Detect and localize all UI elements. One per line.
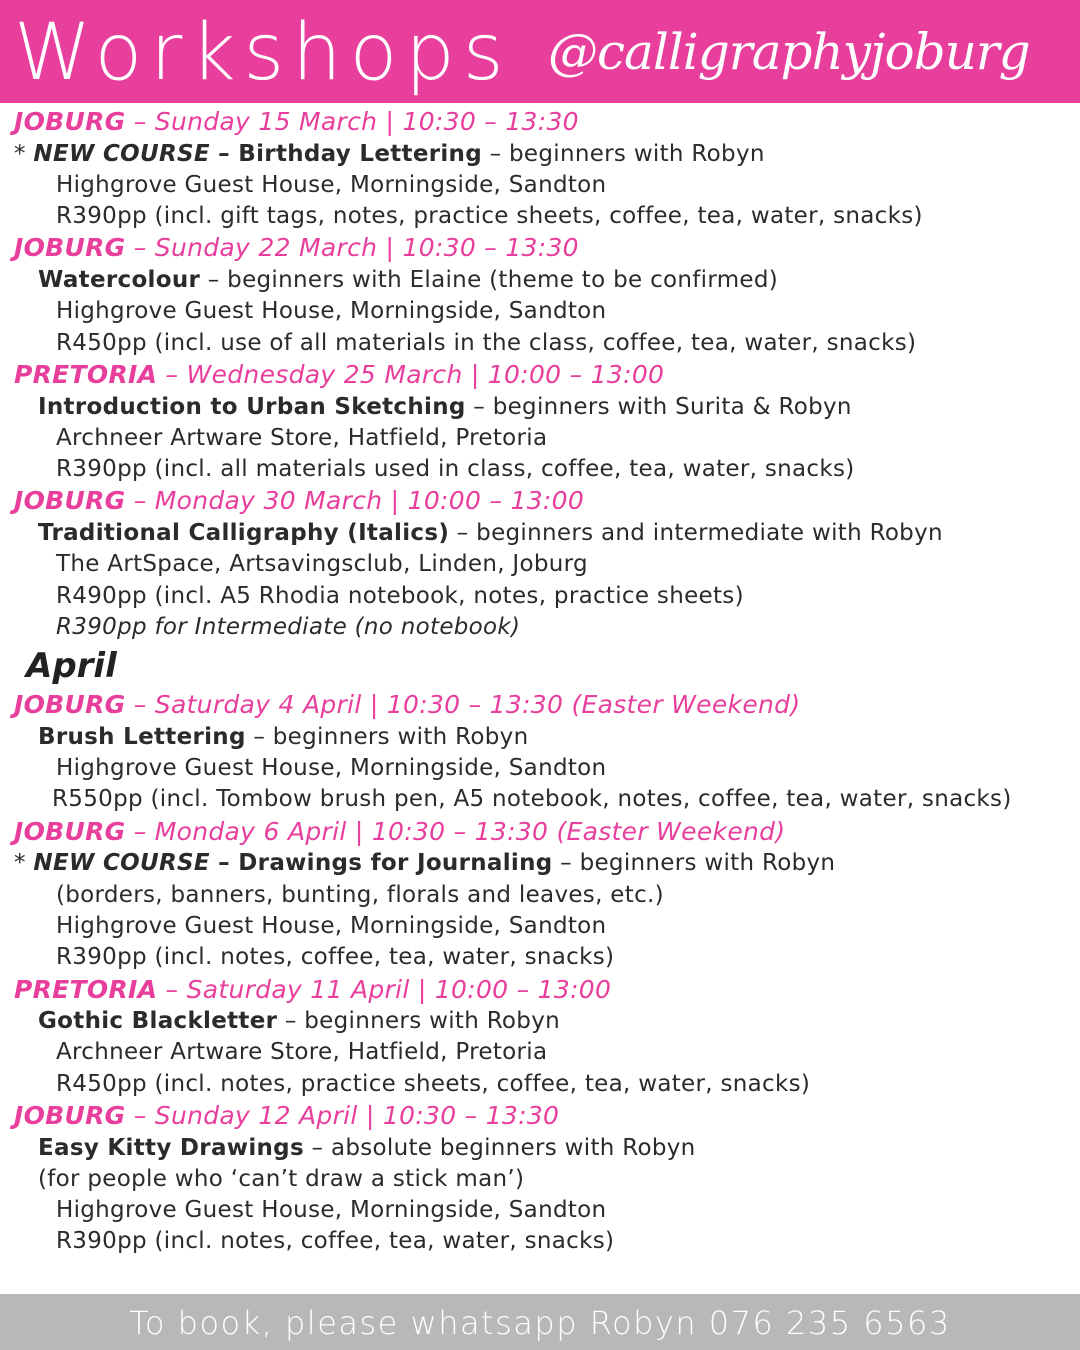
event-price: R450pp (incl. use of all materials in the class, coffee, tea, water, snacks) — [56, 329, 917, 356]
event-city: JOBURG — [14, 107, 126, 136]
course-name: Birthday Lettering — [238, 140, 482, 167]
course-description: – beginners with Robyn — [482, 140, 765, 167]
event-datetime: – Saturday 4 April | 10:30 – 13:30 (Easter Weekend) — [125, 690, 801, 720]
event-venue: Highgrove Guest House, Morningside, Sandton — [56, 755, 607, 782]
event-heading — [0, 689, 1080, 722]
event-city: JOBURG — [14, 233, 126, 263]
event-datetime: – Sunday 15 March | 10:30 – 13:30 — [125, 107, 579, 136]
event-heading — [0, 232, 1080, 265]
event-price: R490pp (incl. A5 Rhodia notebook, notes, practice sheets) — [56, 582, 744, 609]
course-description: – beginners and intermediate with Robyn — [449, 520, 943, 547]
course-name: Easy Kitty Drawings — [38, 1134, 304, 1161]
event-city: JOBURG — [14, 1100, 126, 1130]
event-heading — [0, 974, 1080, 1007]
event-datetime: – Saturday 11 April | 10:00 – 13:00 — [157, 974, 612, 1004]
event-heading — [0, 1100, 1080, 1133]
separator: – — [209, 850, 239, 877]
event-venue: Archneer Artware Store, Hatfield, Pretoria — [56, 1039, 548, 1066]
course-description: – beginners with Robyn — [245, 723, 529, 750]
asterisk: * — [14, 850, 34, 877]
event-city: JOBURG — [14, 816, 126, 846]
event-price: R390pp (incl. all materials used in class, coffee, tea, water, snacks) — [56, 456, 855, 483]
event-city: PRETORIA — [14, 359, 158, 389]
course-name: Introduction to Urban Sketching — [38, 393, 466, 420]
course-name: Traditional Calligraphy (Italics) — [38, 520, 450, 547]
event-heading — [0, 816, 1080, 849]
course-description: – beginners with Robyn — [552, 850, 836, 877]
event-price: R550pp (incl. Tombow brush pen, A5 notebook, notes, coffee, tea, water, snacks) — [52, 786, 1012, 813]
event-price: R390pp (incl. gift tags, notes, practice sheets, coffee, tea, water, snacks) — [56, 203, 923, 230]
course-description: – absolute beginners with Robyn — [303, 1134, 696, 1161]
event-venue: Highgrove Guest House, Morningside, Sandton — [56, 1197, 607, 1224]
event-note: (borders, banners, bunting, florals and leaves, etc.) — [56, 881, 664, 908]
event-datetime: – Wednesday 25 March | 10:00 – 13:00 — [157, 359, 665, 389]
event-heading — [0, 485, 1080, 518]
event-course-line — [0, 1006, 1080, 1037]
event-datetime: – Sunday 22 March | 10:30 – 13:30 — [125, 233, 579, 263]
event-city: PRETORIA — [14, 974, 158, 1004]
event-heading — [0, 106, 1080, 139]
new-course-label: NEW COURSE — [33, 850, 210, 877]
course-description: – beginners with Surita & Robyn — [465, 393, 852, 420]
course-name: Brush Lettering — [38, 723, 246, 750]
event-heading — [0, 359, 1080, 392]
course-description: – beginners with Robyn — [277, 1008, 560, 1035]
course-description: – beginners with Elaine (theme to be confirmed) — [200, 267, 779, 294]
event-venue: Highgrove Guest House, Morningside, Sandton — [56, 171, 607, 198]
event-price: R390pp (incl. notes, coffee, tea, water, snacks) — [56, 1228, 615, 1255]
event-price: R390pp (incl. notes, coffee, tea, water, snacks) — [56, 944, 615, 971]
separator: – — [209, 140, 239, 167]
event-course-line — [0, 1133, 1080, 1164]
event-city: JOBURG — [14, 486, 126, 516]
event-venue: The ArtSpace, Artsavingsclub, Linden, Joburg — [56, 551, 588, 578]
event-city: JOBURG — [14, 690, 126, 720]
new-course-label: NEW COURSE — [33, 140, 210, 167]
event-course-line — [0, 139, 1080, 170]
event-course-line — [0, 518, 1080, 549]
course-name: Watercolour — [38, 267, 201, 294]
event-course-line — [0, 722, 1080, 753]
workshop-list — [0, 106, 1080, 1258]
event-venue: Highgrove Guest House, Morningside, Sandton — [56, 298, 607, 325]
booking-footer: To book, please whatsapp Robyn 076 235 6563 — [0, 1294, 1080, 1350]
event-course-line — [0, 392, 1080, 423]
course-name: Gothic Blackletter — [38, 1008, 278, 1035]
event-price-alt: R390pp for Intermediate (no notebook) — [56, 613, 521, 640]
event-venue: Archneer Artware Store, Hatfield, Pretoria — [56, 424, 548, 451]
course-name: Drawings for Journaling — [238, 850, 553, 877]
event-course-line — [0, 848, 1080, 879]
event-datetime: – Monday 6 April | 10:30 – 13:30 (Easter Weekend) — [125, 816, 786, 846]
event-venue: Highgrove Guest House, Morningside, Sandton — [56, 912, 607, 939]
page-title: Workshops — [14, 8, 512, 98]
event-datetime: – Sunday 12 April | 10:30 – 13:30 — [125, 1100, 560, 1130]
social-handle: @calligraphyjoburg — [548, 23, 1030, 81]
event-note: (for people who ‘can’t draw a stick man’) — [38, 1165, 525, 1192]
event-datetime: – Monday 30 March | 10:00 – 13:00 — [125, 486, 585, 516]
event-course-line — [0, 265, 1080, 296]
month-heading: April — [26, 646, 117, 687]
asterisk: * — [14, 140, 34, 167]
event-price: R450pp (incl. notes, practice sheets, coffee, tea, water, snacks) — [56, 1070, 811, 1097]
header-banner — [0, 0, 1080, 103]
